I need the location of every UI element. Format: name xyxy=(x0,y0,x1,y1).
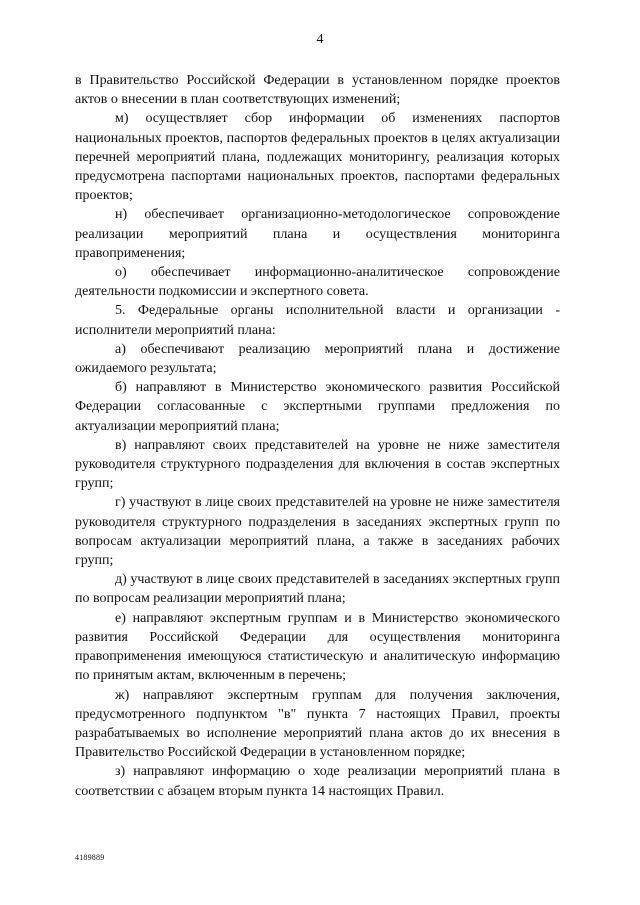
paragraph-item-o: о) обеспечивает информационно-аналитическое сопровождение деятельности подкомиссии и экспертного совета. xyxy=(75,265,560,300)
paragraph-continuation: в Правительство Российской Федерации в установленном порядке проектов актов о внесении в план соответствующих изменений; xyxy=(75,73,560,108)
paragraph-item-g: г) участвуют в лице своих представителей на уровне не ниже заместителя руководителя структурного подразделения в заседаниях экспертных групп по вопросам актуализации мероприятий плана, а также в заседаниях рабочих групп; xyxy=(75,495,560,569)
paragraph-item-z: з) направляют информацию о ходе реализации мероприятий плана в соответствии с абзацем вторым пункта 14 настоящих Правил. xyxy=(75,764,560,799)
paragraph-item-v: в) направляют своих представителей на уровне не ниже заместителя руководителя структурного подразделения для включения в состав экспертных групп; xyxy=(75,437,560,492)
paragraph-item-n: н) обеспечивает организационно-методологическое сопровождение реализации мероприятий плана и осуществления мониторинга правоприменения; xyxy=(75,207,560,261)
paragraph-section-5: 5. Федеральные органы исполнительной власти и организации - исполнители мероприятий плана: xyxy=(75,303,560,338)
paragraph-item-b: б) направляют в Министерство экономического развития Российской Федерации согласованные с экспертными группами предложения по актуализации мероприятий плана; xyxy=(75,380,560,434)
paragraph-item-m: м) осуществляет сбор информации об изменениях паспортов национальных проектов, паспортов федеральных проектов в целях актуализации перечней мероприятий плана, подлежащих мониторингу, реализация которых предусмотрена паспортами национальных проектов, паспортами федеральных проектов; xyxy=(75,111,560,204)
paragraph-item-e: е) направляют экспертным группам и в Министерство экономического развития Российской Федерации для осуществления мониторинга правоприменения имеющуюся статистическую и аналитическую информацию по принятым актам, включенным в перечень; xyxy=(75,610,560,684)
paragraph-item-a: а) обеспечивают реализацию мероприятий плана и достижение ожидаемого результата; xyxy=(75,341,560,377)
document-body xyxy=(75,71,560,801)
page-number: 4 xyxy=(316,32,324,47)
paragraph-item-zh: ж) направляют экспертным группам для получения заключения, предусмотренного подпунктом "в" пункта 7 настоящих Правил, проекты разрабатываемых во исполнение мероприятий плана актов до их внесения в Правительство Российской Федерации в установленном порядке; xyxy=(75,687,560,761)
paragraph-item-d: д) участвуют в лице своих представителей в заседаниях экспертных групп по вопросам реализации мероприятий плана; xyxy=(75,572,560,607)
document-code: 4189889 xyxy=(75,853,105,862)
